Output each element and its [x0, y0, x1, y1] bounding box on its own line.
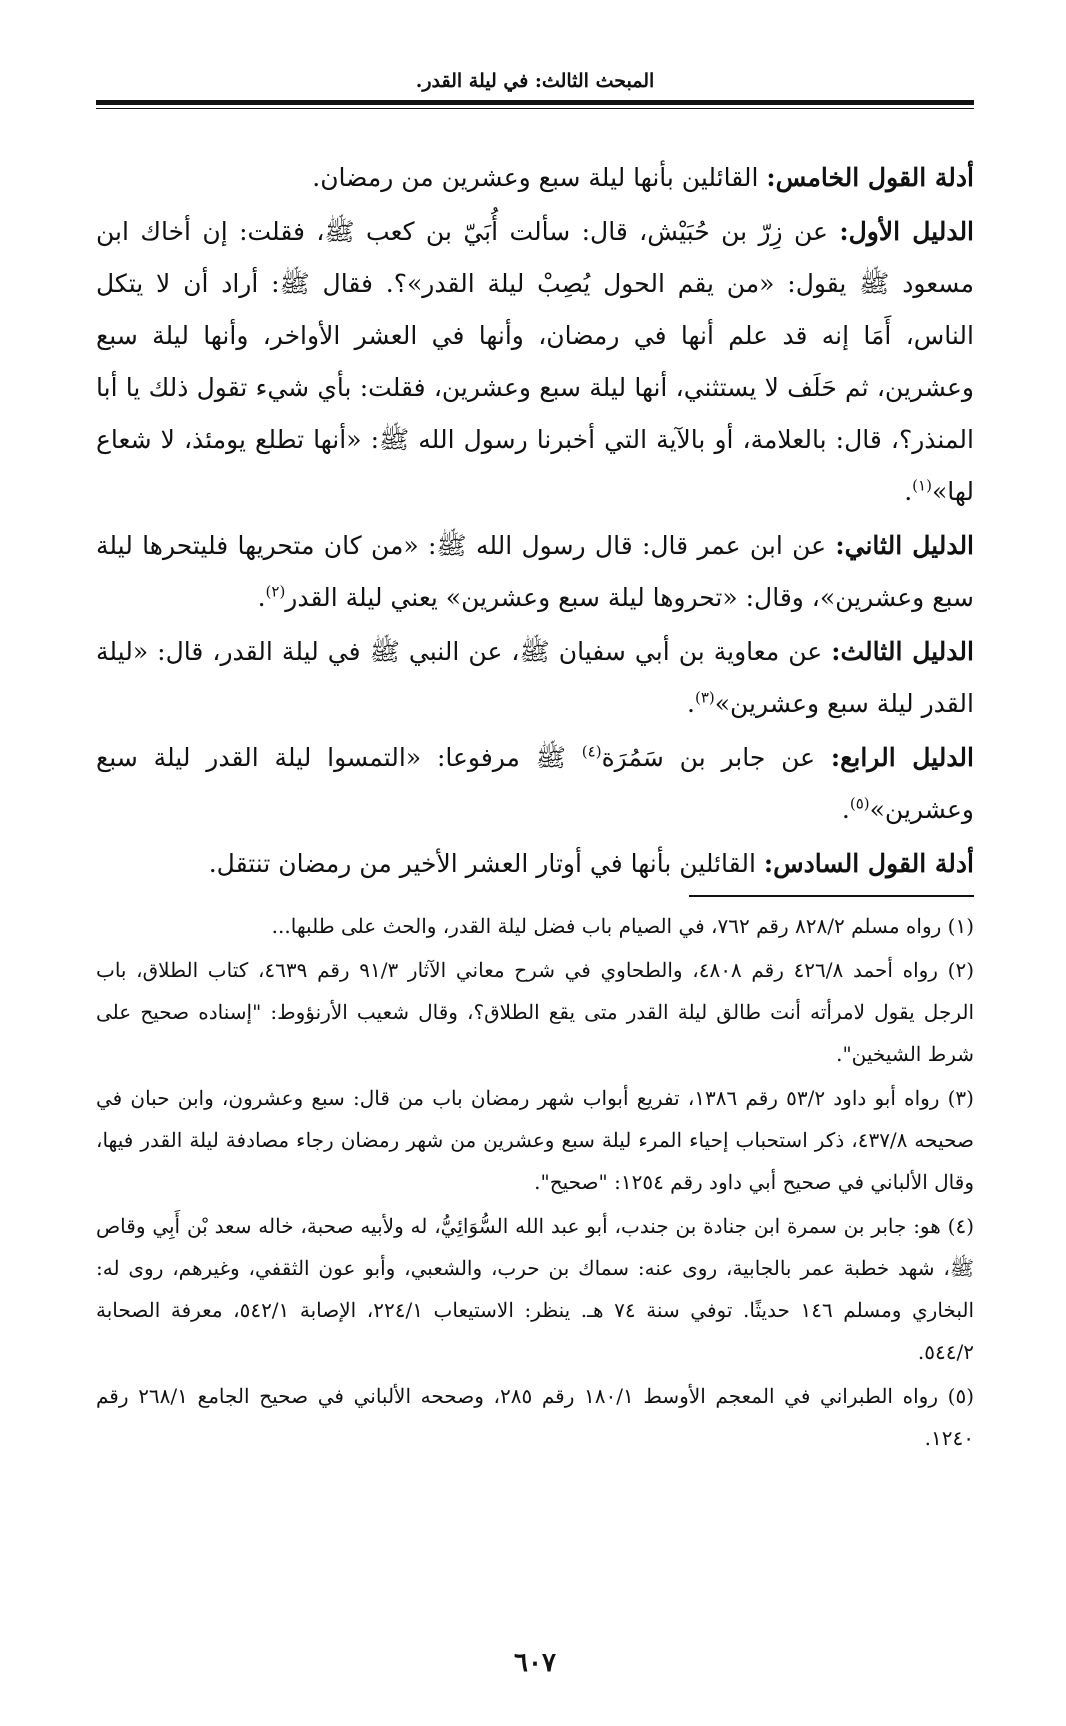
paragraph-evidence-sixth-opinion: [96, 838, 974, 890]
footnotes: [96, 905, 974, 1461]
footnote-4: (٤) هو: جابر بن سمرة ابن جنادة بن جندب، أبو عبد الله السُّوَائِيُّ، له ولأبيه صحبة، خاله سعد بْن أَبِي وقاص ﷺ، شهد خطبة عمر بالجابية، روى عنه: سماك بن حرب، والشعبي، وأبو عون الثقفي، وغيرهم، روى له: البخاري ومسلم ١٤٦ حديثًا. توفي سنة ٧٤ هـ. ينظر: الاستيعاب ٢٢٤/١، الإصابة ٥٤٢/١، معرفة الصحابة ٥٤٤/٢.: [96, 1214, 975, 1364]
paragraph-text: عن جابر بن سَمُرَة: [601, 743, 831, 772]
page-number: ٦٠٧: [514, 1648, 556, 1678]
footnote-1: (١) رواه مسلم ٨٢٨/٢ رقم ٧٦٢، في الصيام باب فضل ليلة القدر، والحث على طلبها...: [271, 914, 974, 938]
paragraph-label: الدليل الثالث:: [831, 637, 974, 666]
footnote-ref-4[interactable]: (٤): [581, 742, 602, 761]
paragraph-evidence-fifth-opinion: [96, 152, 974, 204]
paragraph-label: الدليل الرابع:: [830, 743, 974, 772]
running-header: المبحث الثالث: في ليلة القدر.: [415, 70, 655, 92]
paragraph-text: عن معاوية بن أبي سفيان ﷺ، عن النبي ﷺ في ليلة القدر، قال: «ليلة القدر ليلة سبع وعشرين»: [96, 637, 974, 718]
paragraph-text: القائلين بأنها في أوتار العشر الأخير من رمضان تنتقل.: [208, 849, 764, 878]
paragraph-second-evidence: الدليل الثاني: عن ابن عمر قال: قال رسول الله ﷺ: «من كان متحريها فليتحرها ليلة سبع وعشرين»، وقال: «تحروها ليلة سبع وعشرين» يعني ليلة القدر$^{(٢)}$.: [96, 531, 975, 612]
footnote-ref-1[interactable]: (١): [912, 476, 932, 495]
paragraph-label: الدليل الثاني:: [835, 531, 975, 560]
paragraph-first-evidence: الدليل الأول: عن زِرّ بن حُبَيْش، قال: سألت أُبَيّ بن كعب ﷺ، فقلت: إن أخاك ابن مسعود ﷺ يقول: «من يقم الحول يُصِبْ ليلة القدر»؟. فقال ﷺ: أراد أن لا يتكل الناس، أَمَا إنه قد علم أنها في رمضان، وأنها في العشر الأواخر، وأنها ليلة سبع وعشرين، ثم حَلَف لا يستثني، أنها ليلة سبع وعشرين، فقلت: بأي شيء تقول ذلك يا أبا المنذر؟، قال: بالعلامة، أو بالآية التي أخبرنا رسول الله ﷺ: «أنها تطلع يومئذ، لا شعاع لها»$^{(١)}$.: [96, 217, 975, 506]
paragraph-third-evidence: الدليل الثالث: عن معاوية بن أبي سفيان ﷺ، عن النبي ﷺ في ليلة القدر، قال: «ليلة القدر ليلة سبع وعشرين»$^{(٣)}$.: [96, 637, 974, 718]
paragraph-fourth-evidence: الدليل الرابع: عن جابر بن سَمُرَة$^{(٤)}$ ﷺ مرفوعا: «التمسوا ليلة القدر ليلة سبع وعشرين»$^{(٥)}$.: [96, 742, 974, 824]
paragraph-text: عن ابن عمر قال: قال رسول الله ﷺ: «من كان متحريها فليتحرها ليلة سبع وعشرين»، وقال: «تحروها ليلة سبع وعشرين» يعني ليلة القدر: [96, 531, 974, 612]
document-page: [96, 0, 974, 1726]
paragraph-label: أدلة القول السادس:: [763, 849, 974, 878]
footnote-3: (٣) رواه أبو داود ٥٣/٢ رقم ١٣٨٦، تفريع أبواب شهر رمضان باب من قال: سبع وعشرون، وابن حبان في صحيحه ٤٣٧/٨، ذكر استحباب إحياء المرء ليلة سبع وعشرين من شهر رمضان رجاء مصادفة ليلة القدر فيها، وقال الألباني في صحيح أبي داود رقم ١٢٥٤: "صحيح".: [96, 1086, 974, 1194]
footnote-ref-2[interactable]: (٢): [265, 582, 286, 601]
footnote-2: (٢) رواه أحمد ٤٢٦/٨ رقم ٤٨٠٨، والطحاوي في شرح معاني الآثار ٩١/٣ رقم ٤٦٣٩، كتاب الطلاق، باب الرجل يقول لامرأته أنت طالق ليلة القدر متى يقع الطلاق؟، وقال شعيب الأرنؤوط: "إسناده صحيح على شرط الشيخين".: [96, 958, 975, 1066]
footnote-5: (٥) رواه الطبراني في المعجم الأوسط ١٨٠/١ رقم ٢٨٥، وصححه الألباني في صحيح الجامع ٢٦٨/١ رقم ١٢٤٠.: [96, 1384, 974, 1450]
paragraph-label: أدلة القول الخامس:: [766, 163, 974, 192]
main-text: [96, 152, 974, 892]
footnote-separator: [689, 895, 974, 897]
paragraph-text: القائلين بأنها ليلة سبع وعشرين من رمضان.: [312, 163, 767, 192]
paragraph-text: ﷺ مرفوعا: «التمسوا ليلة القدر ليلة سبع وعشرين»: [96, 743, 974, 824]
footnote-ref-5[interactable]: (٥): [849, 794, 870, 813]
footnote-ref-3[interactable]: (٣): [694, 688, 715, 707]
paragraph-text: عن زِرّ بن حُبَيْش، قال: سألت أُبَيّ بن كعب ﷺ، فقلت: إن أخاك ابن مسعود ﷺ يقول: «من يقم الحول يُصِبْ ليلة القدر»؟. فقال ﷺ: أراد أن لا يتكل الناس، أَمَا إنه قد علم أنها في رمضان، وأنها في العشر الأواخر، وأنها ليلة سبع وعشرين، ثم حَلَف لا يستثني، أنها ليلة سبع وعشرين، فقلت: بأي شيء تقول ذلك يا أبا المنذر؟، قال: بالعلامة، أو بالآية التي أخبرنا رسول الله ﷺ: «أنها تطلع يومئذ، لا شعاع لها»: [96, 217, 974, 506]
header-rule: [96, 100, 974, 105]
paragraph-label: الدليل الأول:: [839, 217, 975, 246]
header-rule-thin: [96, 108, 974, 109]
